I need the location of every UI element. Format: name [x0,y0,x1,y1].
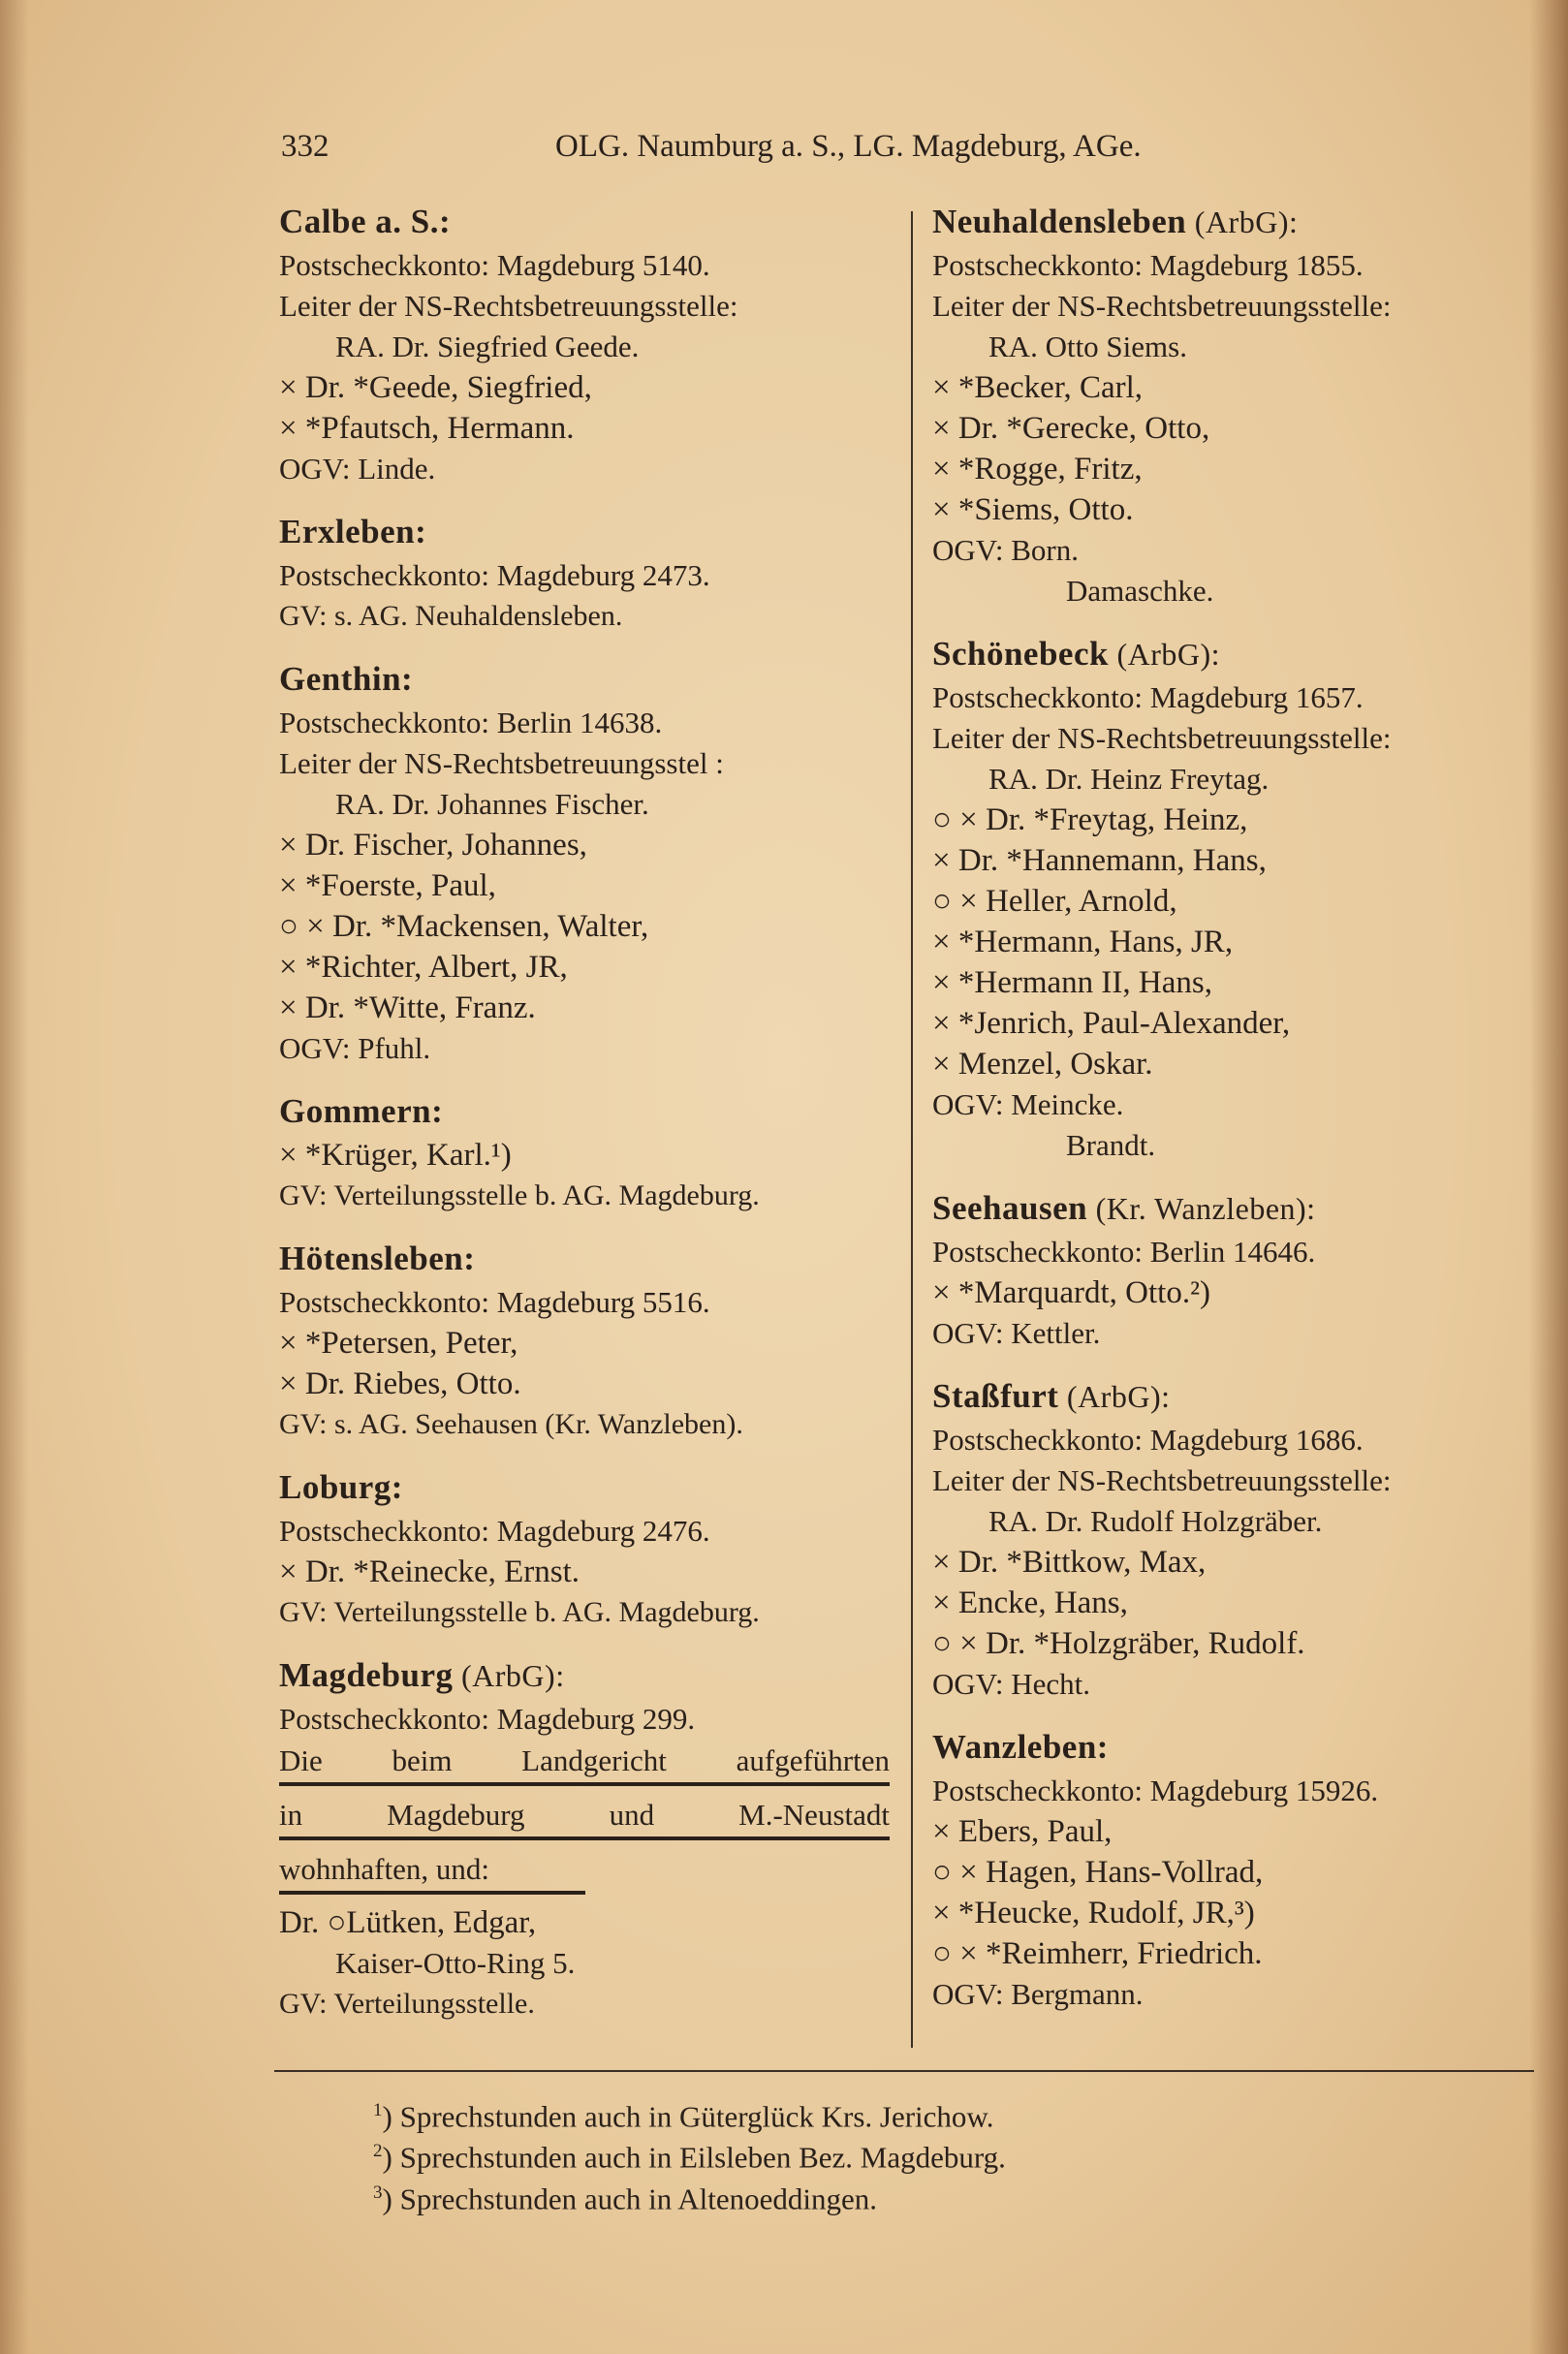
court-name: Schönebeck [932,635,1109,673]
member-entry: × Dr. *Witte, Franz. [279,990,536,1025]
court-name: Neuhaldensleben [932,203,1187,240]
entry-line: GV: Verteilungsstelle b. AG. Magdeburg. [279,1596,760,1628]
member-entry: × *Hermann, Hans, JR, [932,925,1234,959]
entry-line: RA. Dr. Rudolf Holzgräber. [988,1504,1323,1538]
member-entry: × *Petersen, Peter, [279,1326,518,1361]
member-entry: × Dr. *Geede, Siegfried, [279,370,592,405]
court-section [932,199,1514,612]
section-heading [279,1464,899,1511]
footnote-mark: 2 [373,2141,383,2162]
court-name: Wanzleben: [932,1728,1109,1766]
entry-line: Postscheckkonto: Berlin 14646. [932,1235,1316,1269]
entry-line: OGV: Linde. [279,452,436,486]
page-shadow-left [0,0,29,2354]
entry-line: Damaschke. [1066,574,1214,608]
entry-line: OGV: Meincke. [932,1087,1124,1121]
court-name: Calbe a. S.: [279,203,452,240]
member-entry: × *Marquardt, Otto.²) [932,1275,1210,1310]
court-section [279,656,899,1069]
entry-line: Postscheckkonto: Magdeburg 1855. [932,248,1364,282]
entry-line: RA. Otto Siems. [988,330,1187,363]
entry-line: Die beim Landgericht aufgeführten [279,1740,890,1786]
court-suffix: (ArbG): [453,1658,565,1693]
entry-line: RA. Dr. Siegfried Geede. [335,330,640,363]
section-heading [932,1724,1514,1771]
footnote-text: ) Sprechstunden auch in Güterglück Krs. Jerichow. [382,2099,994,2134]
court-name: Gommern: [279,1092,444,1130]
court-suffix: (Kr. Wanzleben): [1087,1191,1316,1226]
section-heading [279,1652,899,1699]
court-section [279,199,899,489]
member-entry: × *Hermann II, Hans, [932,965,1212,1000]
page-shadow-right [1529,0,1568,2354]
entry-line: Postscheckkonto: Magdeburg 1686. [932,1423,1364,1457]
footnote [373,2134,1006,2175]
section-heading [279,509,899,555]
entry-line: Postscheckkonto: Magdeburg 15926. [932,1773,1379,1807]
section-heading [279,199,899,245]
entry-line: Postscheckkonto: Magdeburg 2473. [279,558,710,592]
footnote-mark: 1 [373,2100,383,2120]
member-entry: ○ × Hagen, Hans-Vollrad, [932,1855,1264,1890]
court-section [279,1652,899,2024]
section-heading [932,199,1514,245]
entry-line: Brandt. [1066,1128,1156,1162]
member-entry: Dr. ○Lütken, Edgar, [279,1905,537,1940]
member-entry: × Encke, Hans, [932,1585,1128,1620]
member-entry: × *Becker, Carl, [932,370,1144,405]
running-title: OLG. Naumburg a. S., LG. Magdeburg, AGe. [555,129,1142,164]
court-name: Genthin: [279,660,414,698]
court-section [279,509,899,637]
section-heading [279,1088,899,1135]
section-heading [279,656,899,703]
footnote [373,2093,1006,2134]
left-column [279,199,899,2044]
court-suffix: (ArbG): [1108,637,1221,672]
member-entry: × *Foerste, Paul, [279,868,496,903]
entry-line: Postscheckkonto: Magdeburg 5516. [279,1285,710,1319]
footnote [373,2176,1006,2216]
section-heading [932,631,1514,677]
court-section [932,1724,1514,2015]
entry-line: OGV: Pfuhl. [279,1031,431,1065]
member-entry: × Menzel, Oskar. [932,1047,1153,1082]
entry-line: RA. Dr. Johannes Fischer. [335,787,649,821]
court-section [932,1373,1514,1705]
court-section [932,631,1514,1166]
member-entry: × Dr. *Reinecke, Ernst. [279,1554,580,1589]
entry-line: Leiter der NS-Rechtsbetreuungsstelle: [279,289,738,323]
footnotes [373,2093,1006,2216]
court-name: Staßfurt [932,1377,1059,1415]
entry-line: Postscheckkonto: Magdeburg 1657. [932,680,1364,714]
member-entry: ○ × *Reimherr, Friedrich. [932,1936,1263,1971]
section-heading [279,1236,899,1282]
entry-line: Leiter der NS-Rechtsbetreuungsstel : [279,746,724,780]
court-section [279,1464,899,1633]
entry-line: GV: Verteilungsstelle b. AG. Magdeburg. [279,1179,760,1211]
entry-line: GV: s. AG. Seehausen (Kr. Wanzleben). [279,1408,743,1440]
member-entry: × *Heucke, Rudolf, JR,³) [932,1896,1255,1930]
footnote-mark: 3 [373,2181,383,2203]
entry-line: Leiter der NS-Rechtsbetreuungsstelle: [932,1463,1392,1497]
member-entry: × Ebers, Paul, [932,1814,1113,1849]
entry-line: Kaiser-Otto-Ring 5. [335,1946,576,1980]
column-divider [911,211,913,2048]
court-name: Hötensleben: [279,1240,476,1277]
entry-line: Leiter der NS-Rechtsbetreuungsstelle: [932,289,1392,323]
member-entry: ○ × Dr. *Mackensen, Walter, [279,909,649,944]
member-entry: × Dr. *Gerecke, Otto, [932,411,1210,446]
court-name: Loburg: [279,1468,403,1506]
entry-line: Postscheckkonto: Magdeburg 5140. [279,248,710,282]
right-column [932,199,1514,2034]
entry-line: OGV: Bergmann. [932,1977,1144,2011]
court-section [279,1088,899,1216]
page-number: 332 [281,129,329,164]
court-name: Magdeburg [279,1656,454,1694]
court-suffix: (ArbG): [1058,1379,1171,1414]
entry-line: OGV: Born. [932,533,1079,567]
member-entry: × Dr. Fischer, Johannes, [279,828,587,863]
court-suffix: (ArbG): [1186,204,1299,239]
entry-line: RA. Dr. Heinz Freytag. [988,762,1270,796]
court-name: Seehausen [932,1189,1088,1227]
court-name: Erxleben: [279,513,427,550]
member-entry: × Dr. Riebes, Otto. [279,1366,521,1401]
entry-line: in Magdeburg und M.-Neustadt [279,1794,890,1840]
entry-line: Postscheckkonto: Magdeburg 299. [279,1702,696,1736]
entry-line: OGV: Hecht. [932,1667,1090,1701]
member-entry: ○ × Dr. *Freytag, Heinz, [932,802,1248,837]
entry-line: OGV: Kettler. [932,1316,1101,1350]
member-entry: × *Krüger, Karl.¹) [279,1138,512,1173]
footnote-text: ) Sprechstunden auch in Altenoeddingen. [382,2181,878,2215]
court-section [279,1236,899,1445]
member-entry: × *Siems, Otto. [932,492,1134,527]
member-entry: ○ × Heller, Arnold, [932,884,1177,919]
court-section [932,1185,1514,1354]
member-entry: × Dr. *Hannemann, Hans, [932,843,1267,878]
entry-line: Leiter der NS-Rechtsbetreuungsstelle: [932,721,1392,755]
member-entry: ○ × Dr. *Holzgräber, Rudolf. [932,1626,1305,1661]
footnote-rule [274,2070,1534,2072]
member-entry: × *Rogge, Fritz, [932,452,1143,486]
entry-line: GV: Verteilungsstelle. [279,1988,535,2020]
section-heading [932,1185,1514,1232]
entry-line: Postscheckkonto: Magdeburg 2476. [279,1514,710,1548]
entry-line: wohnhaften, und: [279,1848,585,1895]
member-entry: × *Jenrich, Paul-Alexander, [932,1006,1291,1041]
entry-line: GV: s. AG. Neuhaldensleben. [279,600,623,632]
member-entry: × *Pfautsch, Hermann. [279,411,575,446]
member-entry: × *Richter, Albert, JR, [279,950,568,985]
entry-line: Postscheckkonto: Berlin 14638. [279,706,663,739]
member-entry: × Dr. *Bittkow, Max, [932,1545,1207,1580]
section-heading [932,1373,1514,1420]
footnote-text: ) Sprechstunden auch in Eilsleben Bez. Magdeburg. [382,2140,1006,2175]
